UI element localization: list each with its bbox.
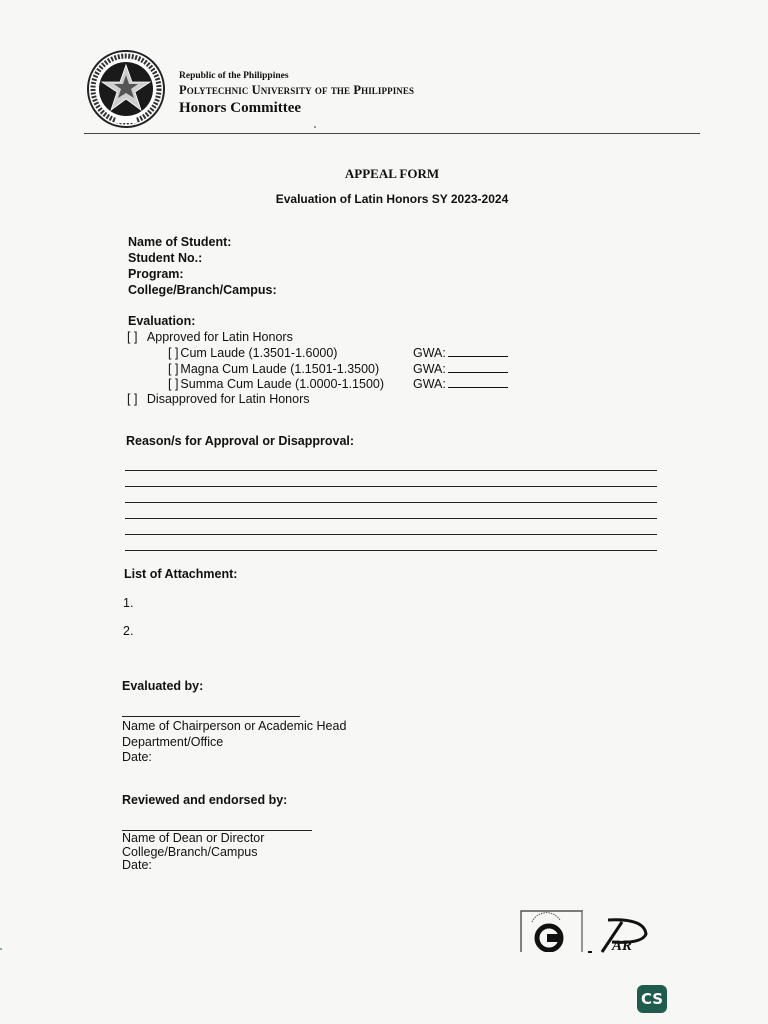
gwa-label: GWA: (413, 377, 446, 391)
letterhead-divider (84, 133, 700, 134)
gwa-row-magna-cum-laude (413, 361, 508, 377)
par-logo-text: AR (612, 938, 633, 954)
letterhead-university: Polytechnic University of the Philippines (179, 83, 415, 97)
approved-row (127, 329, 293, 345)
gwa-blank[interactable] (448, 361, 508, 373)
approved-label: Approved for Latin Honors (146, 330, 293, 344)
university-seal-logo (86, 49, 166, 129)
summa-cum-laude-label: Summa Cum Laude (1.0000-1.1500) (180, 377, 385, 391)
edge-speck (0, 948, 2, 950)
attachments-heading: List of Attachment: (124, 567, 238, 581)
reviewer-college-caption: College/Branch/Campus (122, 845, 258, 859)
gwa-label: GWA: (413, 346, 446, 360)
reviewer-name-caption: Name of Dean or Director (122, 831, 265, 845)
gwa-row-cum-laude (413, 345, 508, 361)
field-program: Program: (128, 267, 184, 281)
field-college: College/Branch/Campus: (128, 283, 277, 297)
disapproved-row (127, 391, 310, 407)
magna-cum-laude-label: Magna Cum Laude (1.1501-1.3500) (180, 362, 380, 376)
gwa-label: GWA: (413, 362, 446, 376)
reason-line[interactable] (125, 502, 657, 503)
reviewed-by-heading: Reviewed and endorsed by: (122, 793, 288, 807)
reasons-heading: Reason/s for Approval or Disapproval: (126, 434, 355, 448)
reason-line[interactable] (125, 486, 657, 487)
speck (314, 126, 316, 128)
gwa-blank[interactable] (448, 345, 508, 357)
reason-line[interactable] (125, 534, 657, 535)
camscanner-badge: CS (637, 985, 667, 1013)
form-subtitle: Evaluation of Latin Honors SY 2023-2024 (275, 192, 509, 206)
cum-laude-label: Cum Laude (1.3501-1.6000) (180, 346, 338, 360)
field-name-of-student: Name of Student: (128, 235, 232, 249)
gwa-blank[interactable] (448, 376, 508, 388)
reviewer-date-caption: Date: (122, 858, 152, 872)
disapproved-label: Disapproved for Latin Honors (146, 392, 310, 406)
attachment-item-2: 2. (123, 624, 134, 638)
disapproved-checkbox[interactable]: [ ] (127, 392, 138, 406)
form-title: APPEAL FORM (344, 166, 440, 181)
evaluator-department-caption: Department/Office (122, 735, 224, 749)
attachment-item-1: 1. (123, 596, 134, 610)
honor-row-summa-cum-laude (168, 376, 384, 392)
gwa-row-summa-cum-laude (413, 376, 508, 392)
approved-checkbox[interactable]: [ ] (127, 330, 138, 344)
reason-line[interactable] (125, 550, 657, 551)
par-logo (588, 912, 650, 954)
reason-line[interactable] (125, 518, 657, 519)
letterhead-committee: Honors Committee (179, 100, 302, 116)
evaluation-heading: Evaluation: (128, 314, 196, 328)
honor-row-cum-laude (168, 345, 337, 361)
letterhead-republic: Republic of the Philippines (179, 71, 289, 81)
certification-logo (520, 910, 584, 952)
evaluated-by-heading: Evaluated by: (122, 679, 204, 693)
evaluator-signature-line[interactable] (122, 716, 300, 717)
cum-laude-checkbox[interactable]: [ ] (168, 346, 179, 360)
magna-cum-laude-checkbox[interactable]: [ ] (168, 362, 179, 376)
field-student-no: Student No.: (128, 251, 203, 265)
honor-row-magna-cum-laude (168, 361, 379, 377)
evaluator-name-caption: Name of Chairperson or Academic Head (122, 719, 347, 733)
summa-cum-laude-checkbox[interactable]: [ ] (168, 377, 179, 391)
evaluator-date-caption: Date: (122, 750, 152, 764)
reason-line[interactable] (125, 470, 657, 471)
